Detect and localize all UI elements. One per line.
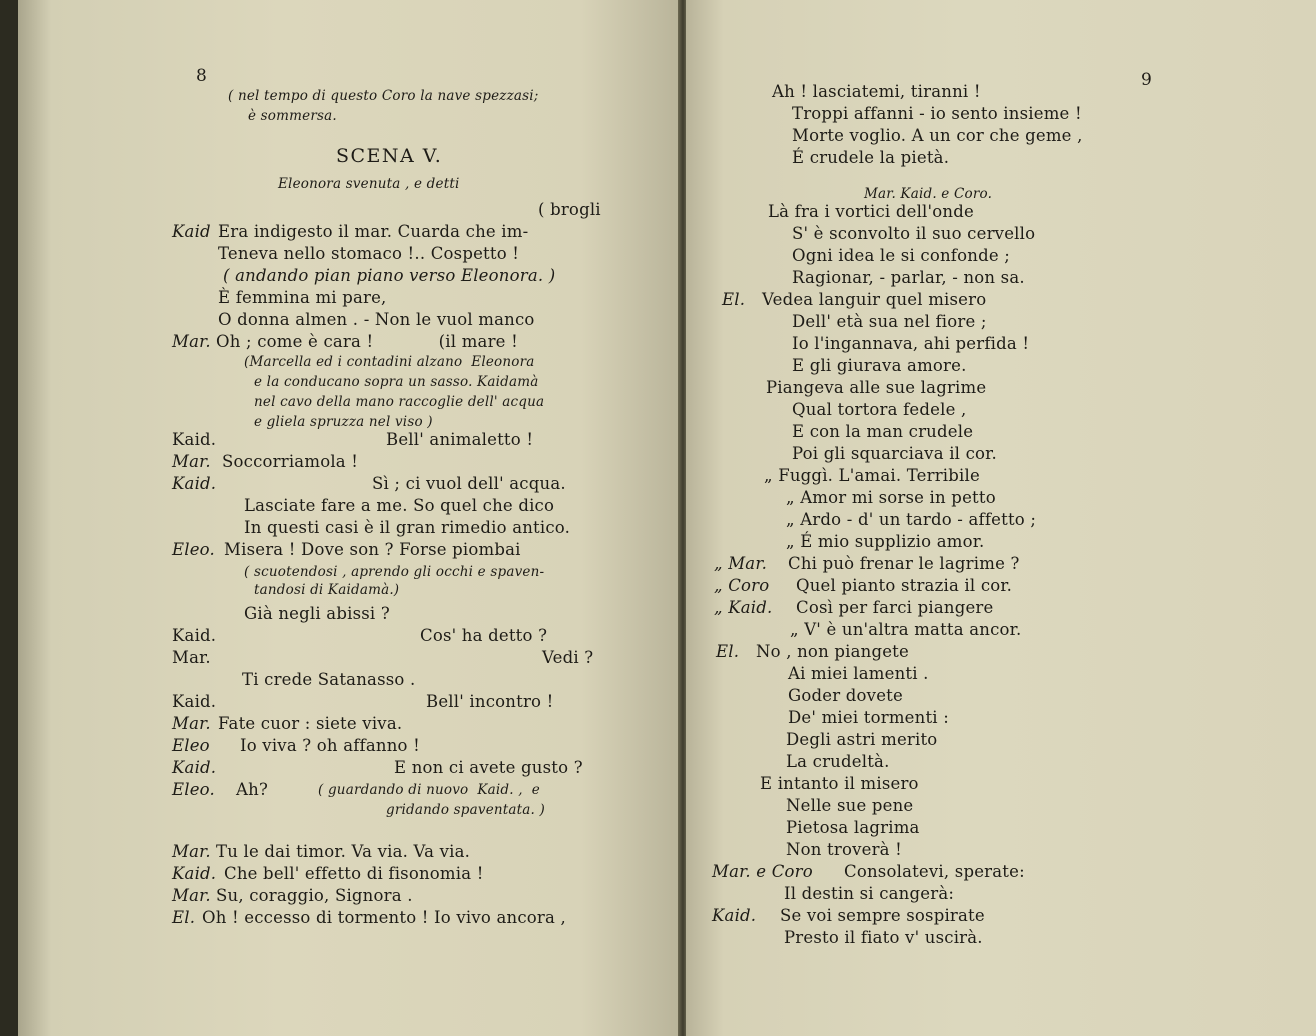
text-line: Pietosa lagrima xyxy=(786,818,920,837)
speaker: Eleo xyxy=(172,736,210,755)
stage-direction: nel cavo della mano raccoglie dell' acqua xyxy=(254,394,545,410)
text-line: S' è sconvolto il suo cervello xyxy=(792,224,1036,243)
text-line: „ É mio supplizio amor. xyxy=(786,532,985,551)
text-line: Troppi affanni - io sento insieme ! xyxy=(792,104,1082,123)
text-line: La crudeltà. xyxy=(786,752,890,771)
text-line: No , non piangete xyxy=(756,642,909,661)
text-line: Chi può frenar le lagrime ? xyxy=(788,554,1020,573)
text-line: Teneva nello stomaco !.. Cospetto ! xyxy=(218,244,520,263)
text-line: Io l'ingannava, ahi perfida ! xyxy=(792,334,1030,353)
text-line: Su, coraggio, Signora . xyxy=(216,886,413,905)
right-page xyxy=(686,0,1316,1036)
text-line: Già negli abissi ? xyxy=(244,604,390,623)
text-line: Vedea languir quel misero xyxy=(762,290,987,309)
text-line: Bell' incontro ! xyxy=(426,692,554,711)
chorus-heading: Mar. Kaid. e Coro. xyxy=(864,186,993,202)
text-line: Nelle sue pene xyxy=(786,796,914,815)
speaker: Mar. xyxy=(172,452,211,471)
page-number: 8 xyxy=(196,66,208,86)
speaker: „ Mar. xyxy=(714,554,768,573)
text-line: Ah ! lasciatemi, tiranni ! xyxy=(772,82,981,101)
stage-direction: ( nel tempo di questo Coro la nave spezzasi; xyxy=(228,88,539,104)
text-line: Vedi ? xyxy=(542,648,594,667)
text-line: Lasciate fare a me. So quel che dico xyxy=(244,496,555,515)
text-line: Ai miei lamenti . xyxy=(788,664,929,683)
text-line: „ Fuggì. L'amai. Terribile xyxy=(764,466,980,485)
page-number: 9 xyxy=(1141,70,1153,90)
stage-direction: ( scuotendosi , aprendo gli occhi e spaven- xyxy=(244,564,545,580)
speaker: „ Kaid. xyxy=(714,598,773,617)
left-page xyxy=(18,0,680,1036)
speaker: „ Coro xyxy=(714,576,770,595)
text-line: ( brogli xyxy=(538,200,601,219)
speaker: Kaid xyxy=(172,222,211,241)
text-line: Poi gli squarciava il cor. xyxy=(792,444,997,463)
stage-direction: tandosi di Kaidamà.) xyxy=(254,582,400,598)
text-line: O donna almen . - Non le vuol manco xyxy=(218,310,535,329)
text-line: Bell' animaletto ! xyxy=(386,430,534,449)
speaker: El. xyxy=(716,642,740,661)
text-line: Tu le dai timor. Va via. Va via. xyxy=(216,842,471,861)
text-line: È femmina mi pare, xyxy=(218,288,387,307)
text-line: Morte voglio. A un cor che geme , xyxy=(792,126,1083,145)
scene-title: SCENA V. xyxy=(336,145,443,167)
text-line: E intanto il misero xyxy=(760,774,919,793)
scene-subtitle: Eleonora svenuta , e detti xyxy=(278,176,460,192)
text-line: Misera ! Dove son ? Forse piombai xyxy=(224,540,521,559)
text-line: E gli giurava amore. xyxy=(792,356,967,375)
speaker: Mar. xyxy=(172,648,211,667)
text-line: Soccorriamola ! xyxy=(222,452,359,471)
text-line: Fate cuor : siete viva. xyxy=(218,714,403,733)
text-line: „ Amor mi sorse in petto xyxy=(786,488,996,507)
text-line: E con la man crudele xyxy=(792,422,974,441)
speaker: Kaid. xyxy=(172,864,217,883)
speaker: Kaid. xyxy=(172,474,217,493)
text-line: „ Ardo - d' un tardo - affetto ; xyxy=(786,510,1037,529)
text-line: Là fra i vortici dell'onde xyxy=(768,202,974,221)
text-line: Non troverà ! xyxy=(786,840,902,859)
text-line: Il destin si cangerà: xyxy=(784,884,955,903)
speaker: Kaid. xyxy=(172,430,217,449)
text-line: E non ci avete gusto ? xyxy=(394,758,583,777)
stage-direction: e gliela spruzza nel viso ) xyxy=(254,414,433,430)
text-line: Che bell' effetto di fisonomia ! xyxy=(224,864,484,883)
text-line: Ah? xyxy=(236,780,268,799)
speaker: Mar. xyxy=(172,332,211,351)
text-line: Qual tortora fedele , xyxy=(792,400,967,419)
text-line: Così per farci piangere xyxy=(796,598,994,617)
speaker: Eleo. xyxy=(172,540,215,559)
stage-direction: è sommersa. xyxy=(248,108,337,124)
speaker: Mar. xyxy=(172,842,211,861)
speaker: Kaid. xyxy=(172,692,217,711)
speaker: Mar. e Coro xyxy=(712,862,813,881)
text-line: Oh ! eccesso di tormento ! Io vivo ancora , xyxy=(202,908,566,927)
speaker: El. xyxy=(172,908,196,927)
text-line: Degli astri merito xyxy=(786,730,938,749)
text-line: Ogni idea le si confonde ; xyxy=(792,246,1010,265)
text-line: Io viva ? oh affanno ! xyxy=(240,736,420,755)
speaker: Kaid. xyxy=(712,906,757,925)
text-line: Era indigesto il mar. Cuarda che im- xyxy=(218,222,529,241)
speaker: Kaid. xyxy=(172,626,217,645)
text-line: Consolatevi, sperate: xyxy=(844,862,1025,881)
text-line: É crudele la pietà. xyxy=(792,148,950,167)
speaker: Mar. xyxy=(172,714,211,733)
text-line: Ragionar, - parlar, - non sa. xyxy=(792,268,1025,287)
text-line: Sì ; ci vuol dell' acqua. xyxy=(372,474,566,493)
text-line: Oh ; come è cara ! (il mare ! xyxy=(216,332,518,351)
text-line: Se voi sempre sospirate xyxy=(780,906,985,925)
text-line: Quel pianto strazia il cor. xyxy=(796,576,1013,595)
text-line: Ti crede Satanasso . xyxy=(242,670,416,689)
text-line: De' miei tormenti : xyxy=(788,708,949,727)
text-line: Cos' ha detto ? xyxy=(420,626,548,645)
text-line: Piangeva alle sue lagrime xyxy=(766,378,987,397)
text-line: Presto il fiato v' uscirà. xyxy=(784,928,983,947)
speaker: Kaid. xyxy=(172,758,217,777)
speaker: Eleo. xyxy=(172,780,215,799)
text-line: Goder dovete xyxy=(788,686,903,705)
speaker: Mar. xyxy=(172,886,211,905)
stage-direction: e la conducano sopra un sasso. Kaidamà xyxy=(254,374,539,390)
stage-direction: ( andando pian piano verso Eleonora. ) xyxy=(223,266,556,285)
text-line: „ V' è un'altra matta ancor. xyxy=(790,620,1022,639)
stage-direction: gridando spaventata. ) xyxy=(386,802,545,818)
speaker: El. xyxy=(722,290,746,309)
stage-direction: ( guardando di nuovo Kaid. , e xyxy=(318,782,540,798)
stage-direction: (Marcella ed i contadini alzano Eleonora xyxy=(244,354,535,370)
text-line: Dell' età sua nel fiore ; xyxy=(792,312,987,331)
text-line: In questi casi è il gran rimedio antico. xyxy=(244,518,571,537)
